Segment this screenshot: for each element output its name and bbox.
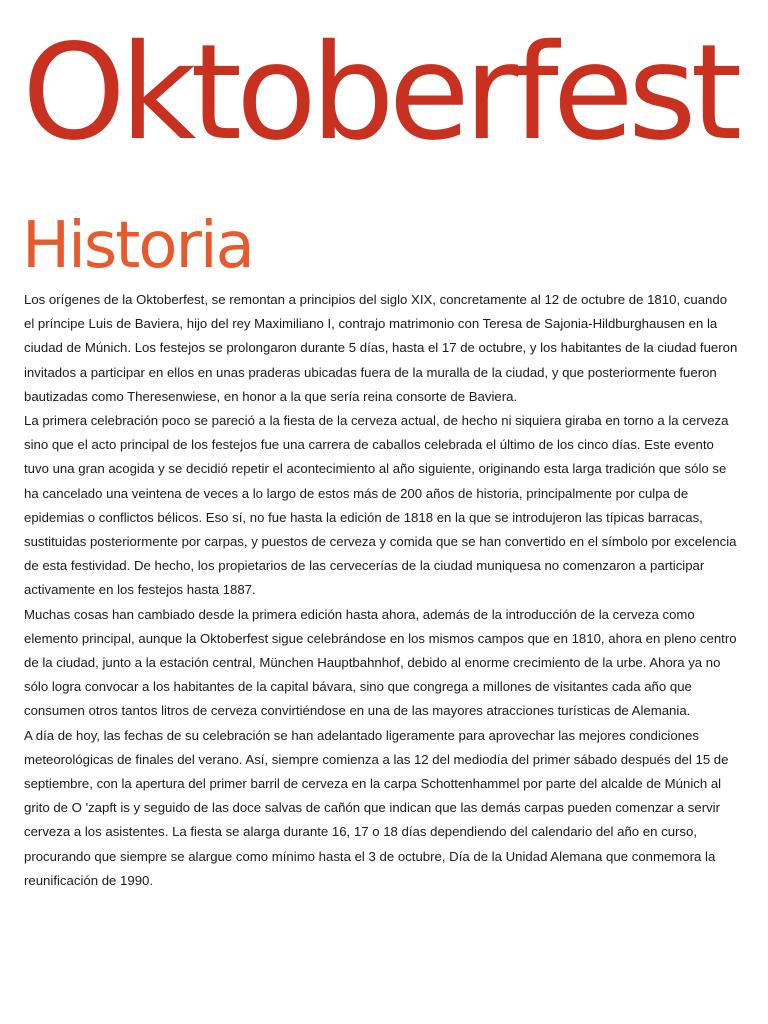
paragraph-3: Muchas cosas han cambiado desde la primera edición hasta ahora, además de la introducción de la cerveza como elemento principal, aunque la Oktoberfest sigue celebrándose en los mismos campos que en 1810, ahora en pleno centro de la ciudad, junto a la estación central, München Hauptbahnhof, debido al enorme crecimiento de la urbe. Ahora ya no sólo logra convocar a los habitantes de la capital bávara, sino que congrega a millones de visitantes cada año que consumen otros tantos litros de cerveza convirtiéndose en una de las mayores atracciones turísticas de Alemania. (24, 606, 737, 719)
body-text (24, 288, 740, 893)
page-title: Oktoberfest (22, 16, 737, 170)
section-heading: Historia (22, 209, 253, 283)
paragraph-2: La primera celebración poco se pareció a la fiesta de la cerveza actual, de hecho ni siquiera giraba en torno a la cerveza sino que el acto principal de los festejos fue una carrera de caballos celebrada el último de los cinco días. Este evento tuvo una gran acogida y se decidió repetir el acontecimiento al año siguiente, originando esta larga tradición que sólo se ha cancelado una veintena de veces a lo largo de estos más de 200 años de historia, principalmente por culpa de epidemias o conflictos bélicos. Eso sí, no fue hasta la edición de 1818 en la que se introdujeron las típicas barracas, sustituidas posteriormente por carpas, y puestos de cerveza y comida que se han convertido en el símbolo por excelencia de esta festividad. De hecho, los propietarios de las cervecerías de la ciudad muniquesa no comenzaron a participar activamente en los festejos hasta 1887. (24, 413, 737, 598)
paragraph-4: A día de hoy, las fechas de su celebración se han adelantado ligeramente para aprovechar las mejores condiciones meteorológicas de finales del verano. Así, siempre comienza a las 12 del mediodía del primer sábado después del 15 de septiembre, con la apertura del primer barril de cerveza en la carpa Schottenhammel por parte del alcalde de Múnich al grito de O 'zapft is y seguido de las doce salvas de cañón que indican que las demás carpas pueden comenzar a servir cerveza a los asistentes. La fiesta se alarga durante 16, 17 o 18 días dependiendo del calendario del año en curso, procurando que siempre se alargue como mínimo hasta el 3 de octubre, Día de la Unidad Alemana que conmemora la reunificación de 1990. (24, 727, 729, 888)
paragraph-1: Los orígenes de la Oktoberfest, se remontan a principios del siglo XIX, concretamente al 12 de octubre de 1810, cuando el príncipe Luis de Baviera, hijo del rey Maximiliano I, contrajo matrimonio con Teresa de Sajonia-Hildburghausen en la ciudad de Múnich. Los festejos se prolongaron durante 5 días, hasta el 17 de octubre, y los habitantes de la ciudad fueron invitados a participar en ellos en unas praderas ubicadas fuera de la muralla de la ciudad, y que posteriormente fueron bautizadas como Theresenwiese, en honor a la que sería reina consorte de Baviera. (24, 292, 738, 404)
